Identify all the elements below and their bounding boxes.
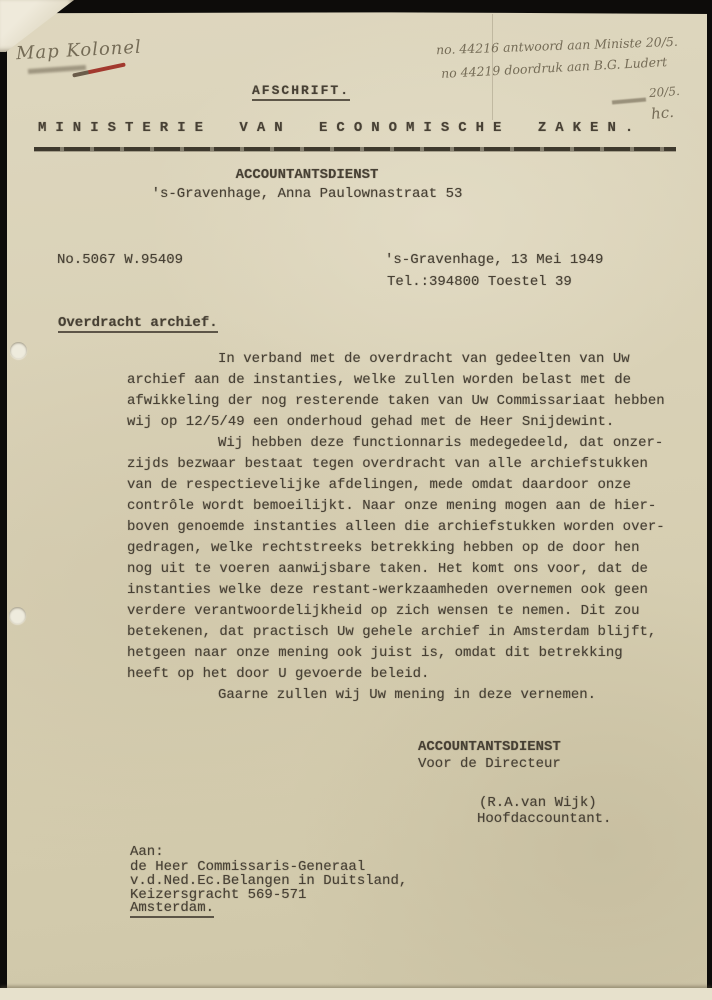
body-line: van de respectievelijke afdelingen, mede omdat daardoor onze bbox=[127, 477, 632, 493]
body-line: Wij hebben deze functionnaris medegedeeld, dat onzer- bbox=[218, 435, 664, 451]
punch-hole-bottom bbox=[9, 607, 26, 624]
recipient-address bbox=[130, 859, 407, 901]
department-name: ACCOUNTANTSDIENST bbox=[235, 167, 379, 183]
recipient-line: Keizersgracht 569-571 bbox=[130, 887, 307, 903]
body-line: hetgeen naar onze mening ook juist is, omdat dit betrekking bbox=[127, 645, 623, 661]
handwritten-date: 20/5. bbox=[648, 83, 681, 101]
body-line: wij op 12/5/49 een onderhoud gehad met de Heer Snijdewint. bbox=[127, 414, 615, 430]
body-line: gedragen, welke rechtstreeks betrekking hebben op de door hen bbox=[127, 540, 640, 556]
department-address: 's-Gravenhage, Anna Paulownastraat 53 bbox=[151, 186, 463, 202]
body-line: boven genoemde instanties alleen die archiefstukken worden over- bbox=[127, 519, 665, 535]
signature-org: ACCOUNTANTSDIENST bbox=[418, 739, 561, 755]
recipient-salutation: Aan: bbox=[130, 844, 164, 860]
pencil-dash bbox=[612, 98, 646, 105]
scan-edge-right bbox=[707, 0, 712, 1000]
body-line: contrôle wordt bemoeilijkt. Naar onze mening mogen aan de hier- bbox=[127, 498, 657, 514]
scan-edge-left bbox=[0, 0, 7, 1000]
paper-bottom-edge bbox=[0, 988, 712, 1000]
body-line: verdere verantwoordelijkheid op zich wensen te nemen. Dit zou bbox=[127, 603, 640, 619]
body-line: Gaarne zullen wij Uw mening in deze vernemen. bbox=[218, 687, 597, 703]
body-line: archief aan de instanties, welke zullen worden belast met de bbox=[127, 372, 632, 388]
punch-hole-top bbox=[10, 342, 27, 359]
subject-line: Overdracht archief. bbox=[58, 315, 218, 331]
signature-title: Hoofdaccountant. bbox=[477, 811, 612, 827]
body-line: betekenen, dat practisch Uw gehele archief in Amsterdam blijft, bbox=[127, 624, 657, 640]
handwritten-note-top-right-1: no. 44216 antwoord aan Ministe 20/5. bbox=[435, 33, 679, 58]
place-and-date: 's-Gravenhage, 13 Mei 1949 bbox=[385, 252, 604, 268]
body-line: zijds bezwaar bestaat tegen overdracht van alle archiefstukken bbox=[127, 456, 648, 472]
handwritten-note-top-right-2: no 44219 doordruk aan B.G. Ludert bbox=[440, 54, 668, 81]
body-line: heeft op het door U gevoerde beleid. bbox=[127, 666, 430, 682]
telephone-line: Tel.:394800 Toestel 39 bbox=[387, 274, 572, 290]
letterhead-rule bbox=[34, 147, 676, 151]
scan-edge-top bbox=[0, 0, 712, 14]
signature-name: (R.A.van Wijk) bbox=[479, 795, 597, 811]
handwritten-note-top-left: Map Kolonel bbox=[15, 36, 143, 65]
signature-on-behalf: Voor de Directeur bbox=[418, 756, 561, 772]
handwritten-initials: hc. bbox=[650, 102, 675, 124]
recipient-line: de Heer Commissaris-Generaal bbox=[130, 859, 366, 875]
reference-number: No.5067 W.95409 bbox=[57, 252, 184, 268]
body-line: afwikkeling der nog resterende taken van Uw Commissariaat hebben bbox=[127, 393, 665, 409]
body-line: nog uit te voeren aanwijsbare taken. Het komt ons voor, dat de bbox=[127, 561, 648, 577]
copy-stamp: AFSCHRIFT. bbox=[252, 84, 350, 101]
letter-body bbox=[127, 351, 672, 708]
ministry-title: MINISTERIE VAN ECONOMISCHE ZAKEN. bbox=[38, 120, 643, 136]
recipient-line: v.d.Ned.Ec.Belangen in Duitsland, bbox=[130, 873, 408, 889]
body-line: In verband met de overdracht van gedeelten van Uw bbox=[218, 351, 630, 367]
body-line: instanties welke deze restant-werkzaamheden overnemen ook geen bbox=[127, 582, 648, 598]
recipient-city: Amsterdam. bbox=[130, 900, 215, 916]
